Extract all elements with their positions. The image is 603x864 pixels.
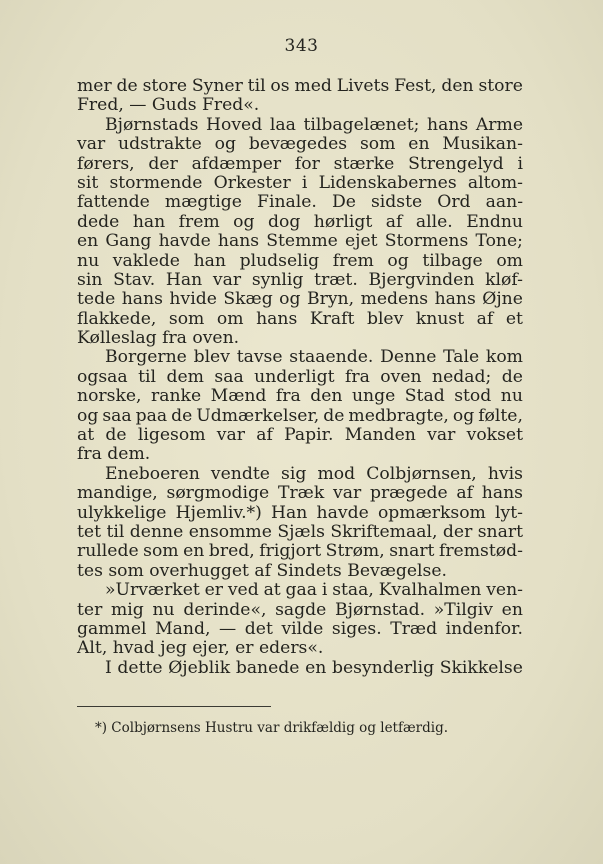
- text-line: Eneboeren vendte sig mod Colbjørnsen, hvis: [105, 463, 523, 484]
- body-text: [77, 77, 523, 678]
- text-line: Alt, hvad jeg ejer, er eders«.: [77, 638, 324, 659]
- text-line: fattende mægtige Finale. De sidste Ord aan-: [77, 192, 523, 213]
- footnote: *) Colbjørnsens Hustru var drikfældig og letfærdig.: [95, 720, 449, 736]
- text-line: rullede som en bred, frigjort Strøm, snart fremstød-: [77, 541, 523, 562]
- text-line: tes som overhugget af Sindets Bevægelse.: [77, 560, 447, 581]
- text-line: »Urværket er ved at gaa i staa, Kvalhalmen ven-: [105, 580, 523, 601]
- text-line: sit stormende Orkester i Lidenskabernes altom-: [77, 172, 523, 193]
- text-line: flakkede, som om hans Kraft blev knust af et: [77, 308, 523, 329]
- text-line: I dette Øjeblik banede en besynderlig Skikkelse: [105, 657, 523, 678]
- text-line: Fred, — Guds Fred«.: [77, 95, 260, 116]
- text-line: førers, der afdæmper for stærke Strengelyd i: [77, 153, 523, 174]
- text-line: og saa paa de Udmærkelser, de medbragte, og følte,: [77, 405, 523, 426]
- text-line: ulykkelige Hjemliv.*) Han havde opmærksom lyt-: [77, 502, 523, 523]
- text-line: nu vaklede han pludselig frem og tilbage om: [77, 250, 523, 271]
- text-line: tet til denne ensomme Sjæls Skriftemaal, der snart: [77, 521, 523, 542]
- text-line: ter mig nu derinde«, sagde Bjørnstad. »Tilgiv en: [77, 599, 523, 620]
- text-line: var udstrakte og bevægedes som en Musikan-: [77, 134, 523, 155]
- text-line: tede hans hvide Skæg og Bryn, medens hans Øjne: [77, 289, 523, 310]
- text-line: mandige, sørgmodige Træk var prægede af hans: [77, 483, 523, 504]
- text-line: gammel Mand, — det vilde siges. Træd indenfor.: [77, 618, 523, 639]
- text-line: sin Stav. Han var synlig træt. Bjergvinden kløf-: [77, 269, 523, 290]
- text-line: en Gang havde hans Stemme ejet Stormens Tone;: [77, 231, 523, 252]
- text-line: norske, ranke Mænd fra den unge Stad stod nu: [77, 386, 523, 407]
- footnote-divider: [77, 706, 271, 707]
- text-line: Bjørnstads Hoved laa tilbagelænet; hans Arme: [105, 114, 523, 135]
- text-line: ogsaa til dem saa underligt fra oven nedad; de: [77, 366, 523, 387]
- text-line: mer de store Syner til os med Livets Fest, den store: [77, 76, 523, 96]
- text-line: at de ligesom var af Papir. Manden var vokset: [77, 425, 523, 446]
- text-line: Borgerne blev tavse staaende. Denne Tale kom: [105, 347, 523, 368]
- page-number: 343: [284, 36, 319, 56]
- text-line: Kølleslag fra oven.: [77, 328, 240, 349]
- text-line: fra dem.: [77, 444, 151, 465]
- text-line: dede han frem og dog hørligt af alle. Endnu: [77, 211, 523, 232]
